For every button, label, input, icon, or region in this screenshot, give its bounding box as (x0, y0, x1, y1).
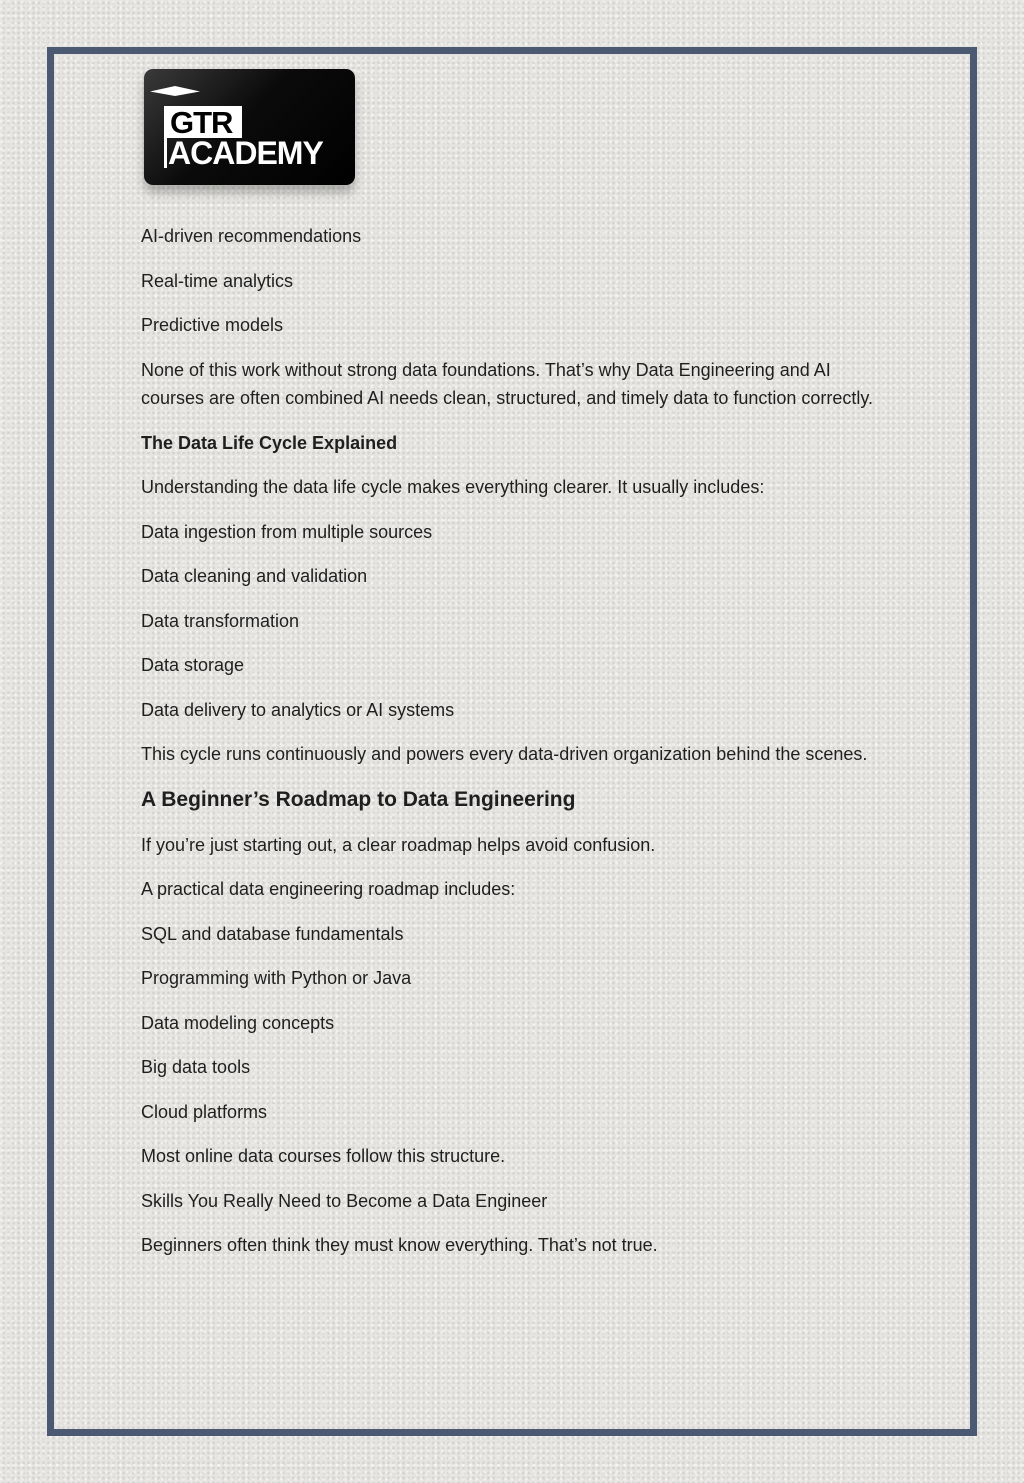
subheading: The Data Life Cycle Explained (141, 432, 398, 453)
paragraph: Data delivery to analytics or AI systems (141, 699, 455, 720)
section-heading: A Beginner’s Roadmap to Data Engineering (141, 787, 576, 811)
paragraph: Skills You Really Need to Become a Data Engineer (141, 1190, 548, 1211)
paragraph: Programming with Python or Java (141, 968, 412, 988)
paragraph: Real-time analytics (141, 270, 294, 291)
paragraph: Understanding the data life cycle makes everything clearer. It usually includes: (141, 477, 765, 497)
document-body (141, 222, 881, 1276)
paragraph: Data modeling concepts (141, 1012, 335, 1033)
paragraph: Data storage (141, 655, 245, 675)
paragraph: Predictive models (141, 315, 284, 335)
paragraph: This cycle runs continuously and powers every data-driven organization behind the scenes. (141, 744, 868, 764)
paragraph: Data cleaning and validation (141, 566, 368, 586)
logo-text-gtr: GTR (170, 105, 233, 140)
logo-text-academy: ACADEMY (168, 135, 323, 171)
paragraph: If you’re just starting out, a clear roadmap helps avoid confusion. (141, 834, 656, 855)
paragraph: Beginners often think they must know everything. That’s not true. (141, 1235, 658, 1255)
paragraph: Most online data courses follow this structure. (141, 1146, 506, 1166)
paragraph: Cloud platforms (141, 1101, 268, 1122)
paragraph: None of this work without strong data foundations. That’s why Data Engineering and AI courses are often combined AI needs clean, structured, and timely data to function correctly. (141, 359, 874, 408)
paragraph: A practical data engineering roadmap includes: (141, 879, 516, 899)
graduation-cap-icon (150, 86, 200, 96)
paragraph: AI-driven recommendations (141, 226, 362, 246)
paragraph: SQL and database fundamentals (141, 923, 404, 944)
paragraph: Data ingestion from multiple sources (141, 521, 433, 542)
paragraph: Data transformation (141, 610, 300, 631)
paragraph: Big data tools (141, 1057, 251, 1077)
gtr-academy-logo (144, 69, 355, 185)
